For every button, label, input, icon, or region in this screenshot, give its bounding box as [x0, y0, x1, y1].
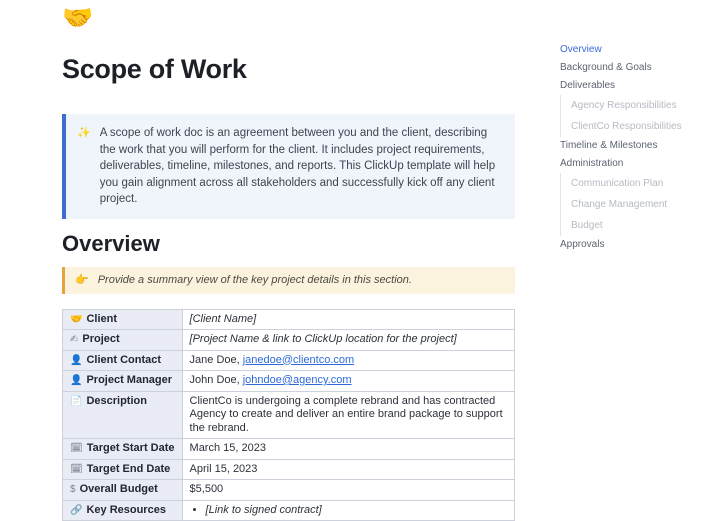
table-row: [63, 371, 515, 392]
row-label: Key Resources: [86, 504, 166, 516]
row-value-cell[interactable]: [182, 391, 514, 439]
row-label-cell: [63, 500, 183, 521]
row-value-cell[interactable]: [182, 309, 514, 330]
row-label: Project: [82, 333, 119, 345]
toc-item-communication-plan[interactable]: Communication Plan: [560, 173, 715, 194]
email-link[interactable]: johndoe@agency.com: [243, 374, 352, 386]
toc-item-background-goals[interactable]: Background & Goals: [560, 59, 715, 77]
toc-item-approvals[interactable]: Approvals: [560, 236, 715, 254]
table-row: [63, 350, 515, 371]
row-label-cell: [63, 371, 183, 392]
row-value-text[interactable]: ClientCo is undergoing a complete rebrand and has contracted Agency to create and deliver an entire brand package to support the rebrand.: [190, 395, 503, 434]
overview-table: [62, 309, 515, 521]
intro-callout: [62, 114, 515, 219]
toc-item-timeline-milestones[interactable]: Timeline & Milestones: [560, 137, 715, 155]
toc-item-budget[interactable]: Budget: [560, 215, 715, 236]
document-icon: 📄: [70, 396, 82, 407]
row-label-cell: [63, 330, 183, 351]
row-label-cell: [63, 459, 183, 480]
sparkles-icon: ✨: [77, 125, 91, 142]
row-value-text[interactable]: [Project Name & link to ClickUp location for the project]: [190, 333, 457, 345]
handshake-icon: 🤝: [70, 314, 82, 325]
document-body: [62, 0, 515, 521]
calendar-icon: 🗓: [70, 443, 83, 454]
row-label: Target Start Date: [87, 442, 175, 454]
row-value-cell[interactable]: [182, 459, 514, 480]
dollar-icon: $: [70, 484, 76, 495]
person-icon: 👤: [70, 355, 82, 366]
row-value-cell[interactable]: [182, 330, 514, 351]
toc-item-clientco-responsibilities[interactable]: ClientCo Responsibilities: [560, 116, 715, 137]
table-row: [63, 330, 515, 351]
overview-heading: Overview: [62, 231, 515, 257]
row-value-cell[interactable]: [182, 500, 514, 521]
row-value-text[interactable]: $5,500: [190, 483, 224, 495]
toc-item-administration[interactable]: Administration: [560, 155, 715, 173]
calendar-icon: 🗓: [70, 464, 83, 475]
row-label-cell: [63, 309, 183, 330]
row-label-cell: [63, 480, 183, 501]
overview-tip-text: Provide a summary view of the key project details in this section.: [98, 274, 412, 287]
table-row: [63, 309, 515, 330]
table-row: [63, 459, 515, 480]
row-value-cell[interactable]: [182, 439, 514, 460]
row-label: Project Manager: [86, 374, 172, 386]
row-value-text[interactable]: Jane Doe,: [190, 354, 243, 366]
toc-item-agency-responsibilities[interactable]: Agency Responsibilities: [560, 95, 715, 116]
link-icon: 🔗: [70, 505, 82, 516]
table-row: [63, 500, 515, 521]
pointing-right-icon: 👉: [75, 274, 89, 287]
person-icon: 👤: [70, 375, 82, 386]
row-value-text[interactable]: [Client Name]: [190, 313, 257, 325]
table-row: [63, 439, 515, 460]
row-value-text[interactable]: March 15, 2023: [190, 442, 266, 454]
handshake-doc-icon[interactable]: 🤝: [62, 2, 515, 34]
toc-item-overview[interactable]: Overview: [560, 41, 715, 59]
row-value-cell[interactable]: [182, 350, 514, 371]
row-label: Target End Date: [87, 463, 171, 475]
row-label-cell: [63, 439, 183, 460]
row-label: Client: [86, 313, 117, 325]
table-of-contents: [560, 41, 715, 254]
page-title: Scope of Work: [62, 54, 515, 85]
row-value-text[interactable]: April 15, 2023: [190, 463, 258, 475]
row-label: Description: [86, 395, 147, 407]
row-value-text[interactable]: John Doe,: [190, 374, 243, 386]
row-value-cell[interactable]: [182, 480, 514, 501]
writing-hand-icon: ✍: [70, 334, 78, 345]
row-label: Overall Budget: [80, 483, 158, 495]
row-label: Client Contact: [86, 354, 161, 366]
toc-item-change-management[interactable]: Change Management: [560, 194, 715, 215]
row-value-cell[interactable]: [182, 371, 514, 392]
toc-item-deliverables[interactable]: Deliverables: [560, 77, 715, 95]
intro-callout-text: A scope of work doc is an agreement between you and the client, describing the work that you will perform for the client. It includes project requirements, deliverables, timeline, milestones, and reports. This ClickUp template will help you gain alignment across all stakeholders and successfully kick off any client project.: [100, 125, 501, 208]
bullet-item[interactable]: • [Link to signed contract]: [206, 504, 507, 518]
row-label-cell: [63, 391, 183, 439]
row-label-cell: [63, 350, 183, 371]
table-row: [63, 480, 515, 501]
table-row: [63, 391, 515, 439]
overview-tip-callout: [62, 267, 515, 294]
email-link[interactable]: janedoe@clientco.com: [243, 354, 354, 366]
